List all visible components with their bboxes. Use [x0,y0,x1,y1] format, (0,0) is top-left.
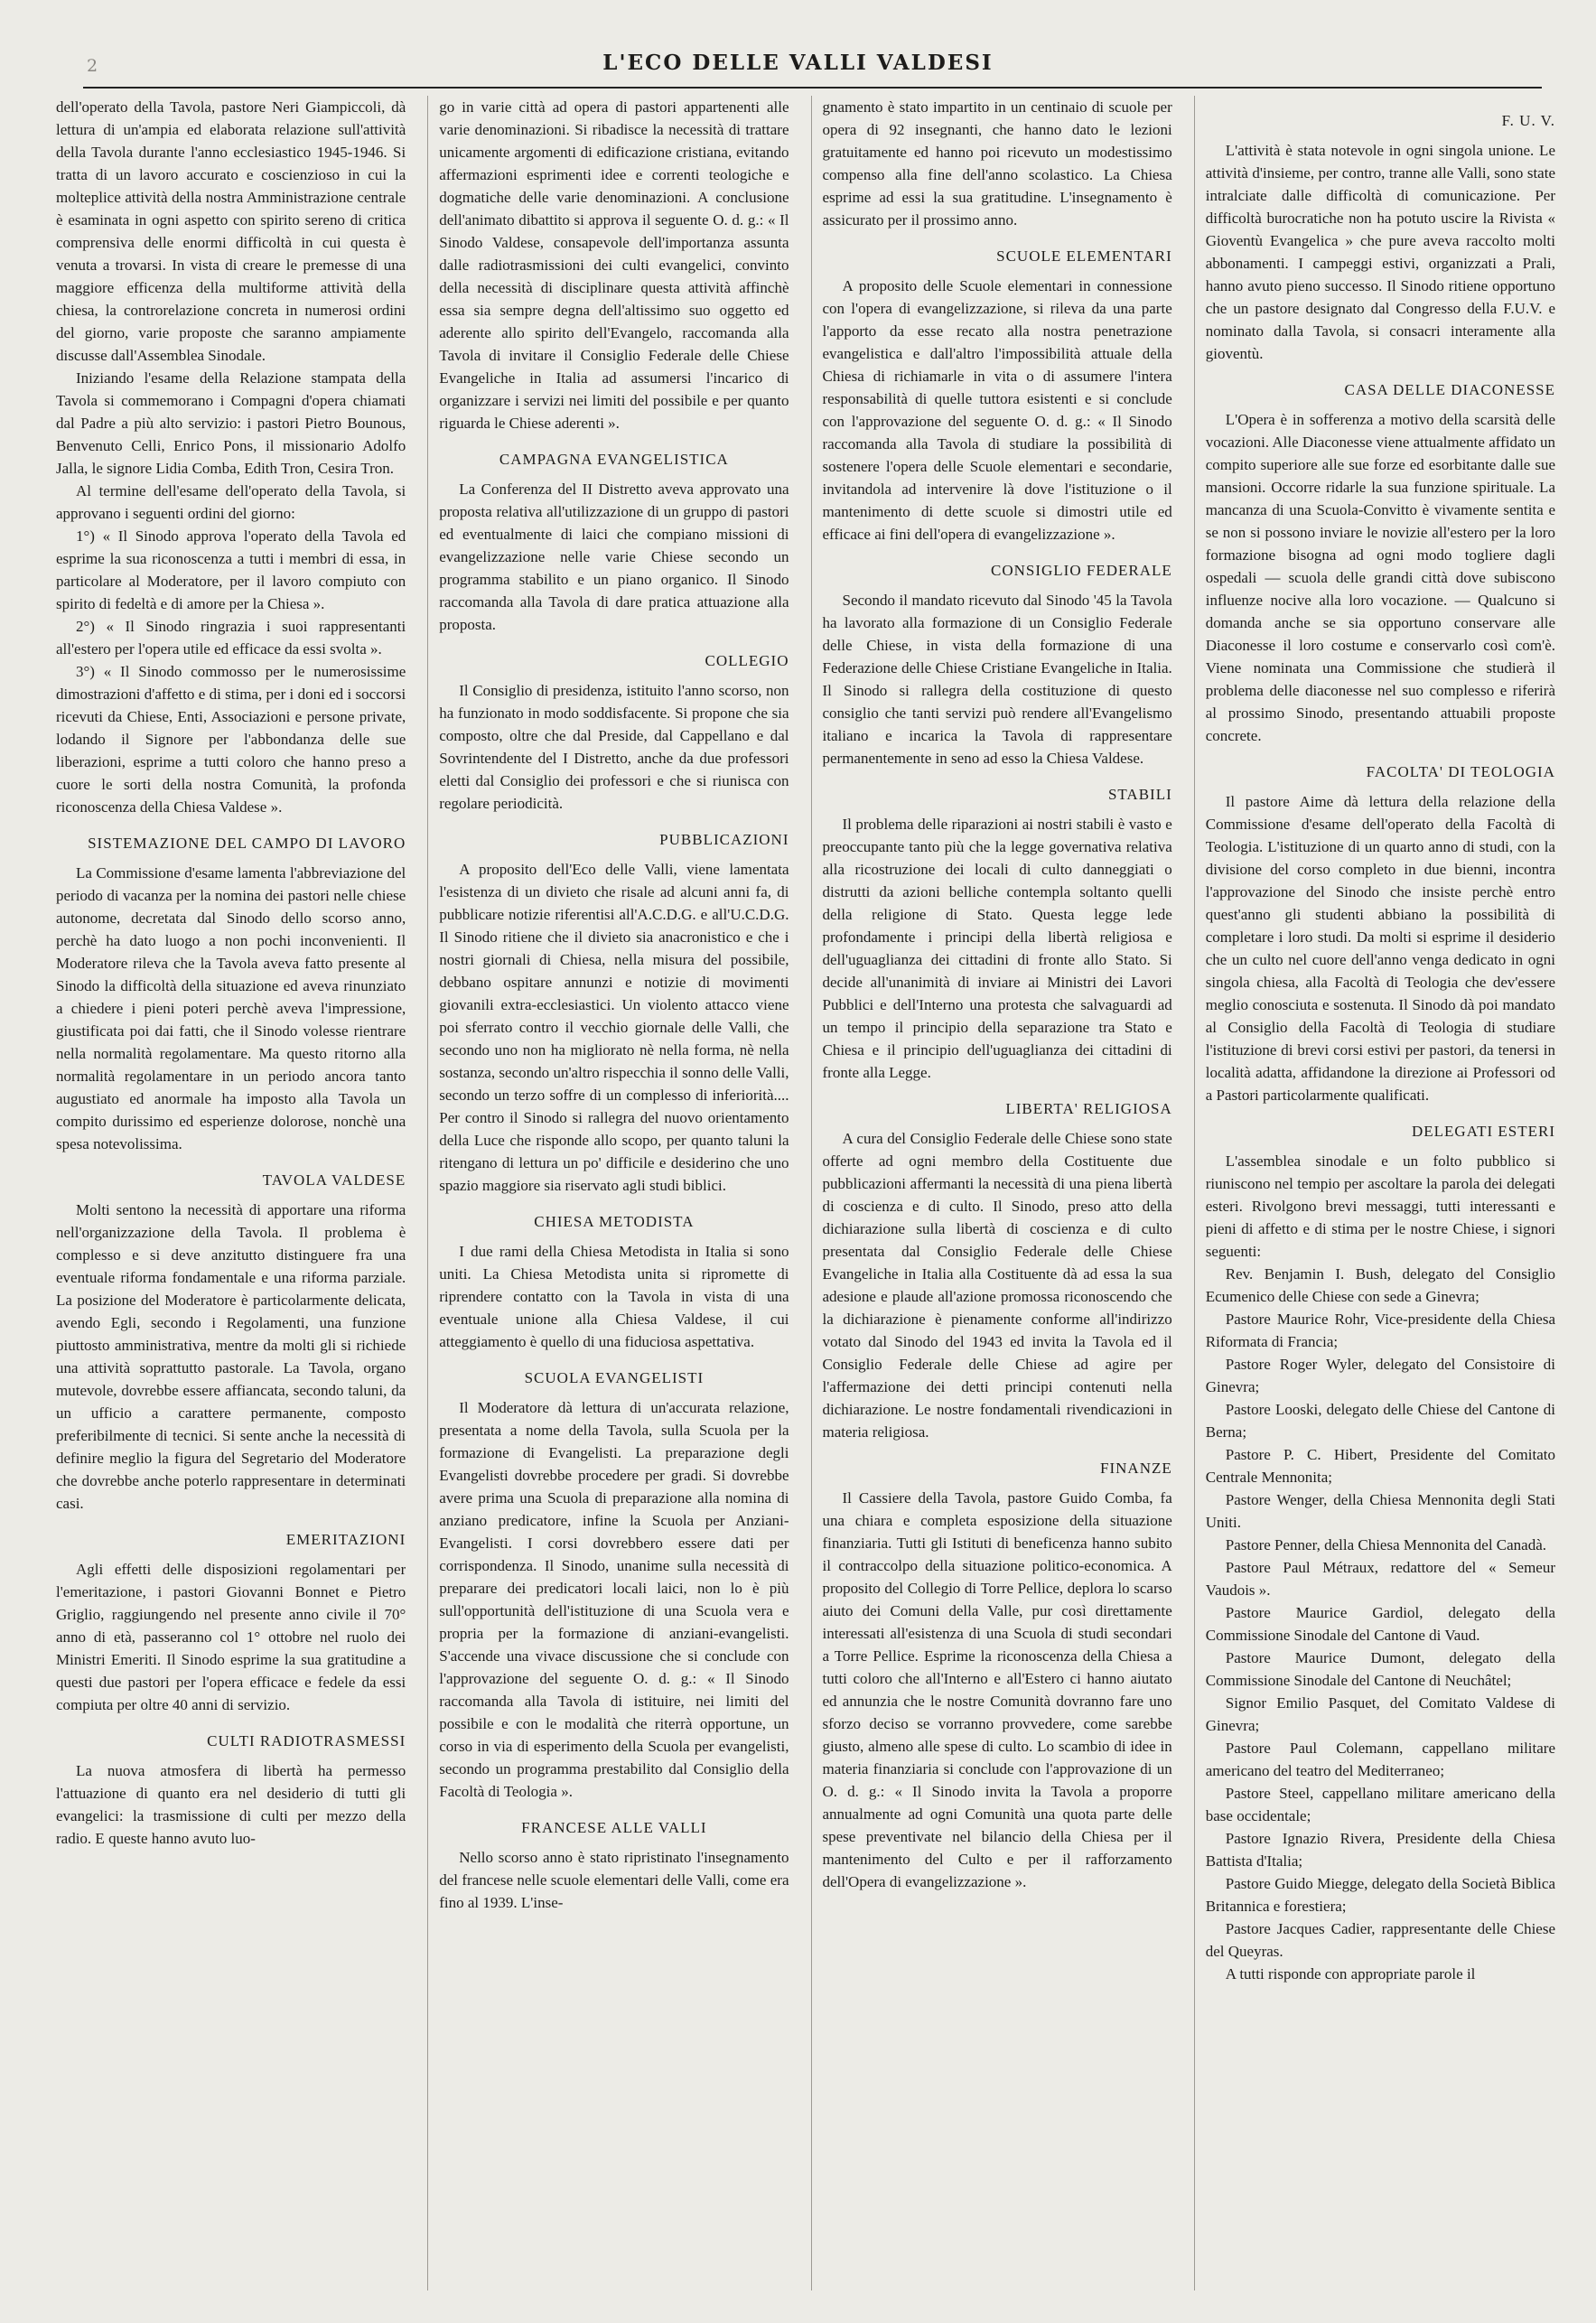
section-heading: SCUOLE ELEMENTARI [996,247,1172,265]
section-heading: SCUOLA EVANGELISTI [524,1369,705,1386]
paragraph: La nuova atmosfera di libertà ha permesso l'attuazione di quanto era nel desiderio di tutti gli evangelici: la trasmissione di culti per mezzo della radio. E queste hanno avuto luo- [56,1762,406,1847]
paragraph: Pastore Paul Métraux, redattore del « Semeur Vaudois ». [1205,1559,1555,1599]
section-heading: SISTEMAZIONE DEL CAMPO DI LAVORO [88,835,406,852]
paragraph: dell'operato della Tavola, pastore Neri Giampiccoli, dà lettura di un'ampia ed elaborata relazione sull'attività della Tavola durante l'anno ecclesiastico 1945-1946. Si tratta di un lavoro accurato e coscienzioso in cui la molteplice attività della nostra Amministrazione centrale è esaminata in ogni aspetto con spirito sereno di critica comprensiva delle enormi difficoltà in cui questa è venuta a trovarsi. In vista di creare le premesse di una maggiore efficenza della multiforme attività della chiesa, la controrelazione concreta in numerosi ordini del giorno, varie proposte che saranno ampiamente discusse dall'Assemblea Sinodale. [56,98,406,364]
paragraph: La Conferenza del II Distretto aveva approvato una proposta relativa all'utilizzazione di un gruppo di pastori ed eventualmente di laici che compiano missioni di evangelizzazione nelle varie Chiese secondo un programma stabilito e un piano organico. Il Sinodo raccomanda alla Tavola di dare pratica attuazione alla proposta. [439,480,789,633]
paragraph: Nello scorso anno è stato ripristinato l'insegnamento del francese nelle scuole elementari delle Valli, come era fino al 1939. L'inse- [439,1849,789,1911]
section-heading: F. U. V. [1501,112,1555,129]
paragraph: Agli effetti delle disposizioni regolamentari per l'emeritazione, i pastori Giovanni Bonnet e Pietro Griglio, raggiungendo nel presente anno civile il 70° anno di età, passeranno col 1° ottobre nel ruolo dei Ministri Emeriti. Il Sinodo esprime la sua gratitudine a questi due pastori per l'opera efficace e fedele da essi compiuta per oltre 40 anni di servizio. [56,1561,406,1713]
paragraph: L'Opera è in sofferenza a motivo della scarsità delle vocazioni. Alle Diaconesse viene attualmente affidato un compito superiore alle sue forze ed esorbitante dalle sue mansioni. Occorre ridarle la sua funzione spirituale. La mancanza di una Scuola-Convitto è vivamente sentita e se non si possono inviare le novizie all'estero per la loro formazione bisogna ad ogni modo togliere dagli ospedali — scuola delle grandi città dove subiscono influenze nocive alla loro vocazione. — Qualcuno si domanda anche se sia opportuno conservare alle Diaconesse il loro costume e conservarlo così com'è. Viene nominata una Commissione che studierà il problema delle diaconesse nel suo complesso e riferirà al prossimo Sinodo, presentando attuabili proposte concrete. [1205,411,1555,744]
page-number: 2 [87,56,98,76]
paragraph: Pastore Penner, della Chiesa Mennonita del Canadà. [1225,1536,1547,1553]
paragraph: A cura del Consiglio Federale delle Chiese sono state offerte ad ogni membro della Costituente due pubblicazioni affermanti la necessità di una piena libertà di coscienza e di culto. Il Sinodo, preso atto della dichiarazione sulla libertà di coscienza e di culto presentata dal Consiglio Federale delle Chiese Evangeliche in Italia alla Costituente dà ad essa la sua adesione e plaude all'azione promossa riconoscendo che la dichiarazione è pienamente conforme all'indirizzo votato dal Sinodo del 1943 ed invita la Tavola ed il Consiglio Federale delle Chiese ad agire per l'affermazione dei detti principi contenuti nella dichiarazione. Le nostre fondamentali rivendicazioni in materia religiosa. [822,1130,1172,1441]
paragraph: Pastore Maurice Dumont, delegato della Commissione Sinodale del Cantone di Neuchâtel; [1205,1649,1555,1689]
paragraph: A tutti risponde con appropriate parole il [1225,1965,1476,1982]
paragraph: Secondo il mandato ricevuto dal Sinodo '45 la Tavola ha lavorato alla formazione di un Consiglio Federale delle Chiese, in vista della formazione di una Federazione delle Chiese Cristiane Evangeliche in Italia. Il Sinodo si rallegra della costituzione di questo consiglio che tanti servizi può rendere all'Evangelismo italiano e incarica la Tavola di rappresentare permanentemente in seno ad esso la Chiesa Valdese. [822,592,1172,767]
section-heading: FRANCESE ALLE VALLI [521,1819,707,1836]
paragraph: A proposito delle Scuole elementari in connessione con l'opera di evangelizzazione, si rileva da una parte l'apporto da esse recato alla nostra penetrazione evangelistica e dall'altro l'impossibilità attuale della Chiesa di richiamarle in vita o di assumere l'intera responsabilità di quelle tuttora esistenti e si conclude con l'approvazione del seguente O. d. g.: « Il Sinodo raccomanda alla Tavola di studiare la possibilità di sostenere l'opera delle Scuole elementari e secondarie, invitandola ad intervenire là dove l'istituzione o il mantenimento di dette scuole si dimostri utile ed efficace ai fini dell'opera di evangelizzazione ». [822,277,1172,543]
paragraph: Pastore Looski, delegato delle Chiese del Cantone di Berna; [1205,1401,1555,1441]
paragraph: Il pastore Aime dà lettura della relazione della Commissione d'esame dell'operato della Facoltà di Teologia. L'istituzione di un quarto anno di studi, con la divisione del corso completo in due bienni, incontra l'approvazione del Sinodo che insiste perchè entro quest'anno gli studenti abbiano la possibilità di completare i loro studi. Da molti si esprime il desiderio che un culto nel cuore dell'anno venga dedicato in ogni singola chiesa, alla Facoltà di Teologia che dev'essere meglio conosciuta e sostenuta. Il Sinodo dà poi mandato al Consiglio della Facoltà di Teologia di studiare l'istituzione di brevi corsi estivi per pastori, da tenersi in località adatta, affidandone la direzione ai Professori od a Pastori particolarmente qualificati. [1205,793,1555,1104]
section-heading: CASA DELLE DIACONESSE [1344,381,1555,398]
paragraph: Al termine dell'esame dell'operato della Tavola, si approvano i seguenti ordini del giorno: [56,482,406,522]
section-heading: COLLEGIO [705,652,789,669]
paragraph: La Commissione d'esame lamenta l'abbreviazione del periodo di vacanza per la nomina dei pastori nelle chiese autonome, decretata dal Sinodo dello scorso anno, perchè ha dato luogo a non pochi inconvenienti. Il Moderatore rileva che la Tavola aveva fatto presente al Sinodo la difficoltà della situazione ed aveva rinunziato a chiedere i pieni poteri perchè aveva l'impressione, giustificata poi dai fatti, che il Sinodo volesse rientrare nella normalità regolamentare. Ma questo ritorno alla normalità regolamentare in un periodo ancora tanto augustiato ed anormale ha imposto alla Tavola un compito durissimo ed esperienze dolorose, nonchè una spesa notevolissima. [56,864,406,1152]
masthead-rule [83,87,1542,89]
section-heading: LIBERTA' RELIGIOSA [1005,1100,1172,1117]
paragraph: gnamento è stato impartito in un centinaio di scuole per opera di 92 insegnanti, che hanno dato le lezioni gratuitamente ed hanno poi ricevuto un modestissimo compenso alla fine dell'anno scolastico. La Chiesa esprime ad essi la sua gratitudine. L'insegnamento è assicurato per il prossimo anno. [822,98,1172,229]
paragraph: Pastore Steel, cappellano militare americano della base occidentale; [1205,1785,1555,1824]
paragraph: go in varie città ad opera di pastori appartenenti alle varie denominazioni. Si ribadisce la necessità di trattare unicamente argomenti di edificazione cristiana, evitando affermazioni esprimenti idee e correnti teologiche e dogmatiche delle varie denominazioni. A conclusione dell'animato dibattito si approva il seguente O. d. g.: « Il Sinodo Valdese, consapevole dell'importanza assunta dalle radiotrasmissioni dei culti evangelici, convinto della necessità di disciplinare questa attività affinchè essa sia sempre degna dell'altissimo suo oggetto ed aderente allo spirito dell'Evangelo, raccomanda alla Tavola di invitare il Consiglio Federale delle Chiese Evangeliche in Italia ad assumersi l'incarico di organizzare i servizi nei limiti del possibile e per quanto riguarda le Chiese aderenti ». [439,98,789,432]
paragraph: 2°) « Il Sinodo ringrazia i suoi rappresentanti all'estero per l'opera utile ed efficace da essi svolta ». [56,618,406,658]
section-heading: DELEGATI ESTERI [1411,1123,1555,1140]
paragraph: Il problema delle riparazioni ai nostri stabili è vasto e preoccupante tanto più che la legge governativa relativa alla ricostruzione dei locali di culto danneggiati o distrutti da azioni belliche contempla soltanto quelli della religione di Stato. Questa legge lede profondamente i principi della libertà religiosa e dell'uguaglianza dei cittadini di fronte allo Stato. Si decide all'unanimità di inviare ai Ministri dei Lavori Pubblici e dell'Interno una protesta che salvaguardi ad un tempo il principio della separazione tra Stato e Chiesa e il principio dell'uguaglianza dei cittadini di fronte alla Legge. [822,816,1172,1081]
paragraph: Pastore Maurice Rohr, Vice-presidente della Chiesa Riformata di Francia; [1205,1311,1555,1350]
paragraph: A proposito dell'Eco delle Valli, viene lamentata l'esistenza di un divieto che risale ad alcuni anni fa, di pubblicare notizie riferentisi all'A.C.D.G. e all'U.C.D.G. Il Sinodo ritiene che il divieto sia anacronistico e che i nostri giornali di Chiesa, nella misura del possibile, debbano ospitare annunzi e notizie di movimenti giovanili extra-ecclesiastici. Un violento attacco viene poi sferrato contro il vecchio giornale delle Valli, che secondo uno non ha migliorato nè nella forma, nè nella sostanza, secondo un'altro rispecchia il sonno delle Valli, secondo un terzo soffre di un complesso di inferiorità.... Per contro il Sinodo si rallegra del nuovo orientamento della Luce che risponde allo scopo, per quanto taluni la ritengano di lettura un po' difficile e desiderino che uno spazio maggiore sia riservato agli studi biblici. [439,861,789,1194]
section-heading: CAMPAGNA EVANGELISTICA [499,451,729,468]
paragraph: Pastore Roger Wyler, delegato del Consistoire di Ginevra; [1205,1356,1555,1395]
section-heading: PUBBLICAZIONI [659,831,789,848]
section-heading: CONSIGLIO FEDERALE [991,562,1172,579]
column-3 [811,96,1172,2290]
section-heading: STABILI [1107,786,1172,803]
paragraph: Pastore P. C. Hibert, Presidente del Comitato Centrale Mennonita; [1205,1446,1555,1486]
paragraph: Pastore Wenger, della Chiesa Mennonita degli Stati Uniti. [1205,1491,1555,1531]
paragraph: Il Cassiere della Tavola, pastore Guido Comba, fa una chiara e completa esposizione della situazione finanziaria. Tutti gli Istituti di beneficenza hanno subito il contraccolpo della situazione politico-economica. A proposito del Collegio di Torre Pellice, deplora lo scarso aiuto dei Comuni della Valle, pur così direttamente interessati all'esistenza di una Scuola di studi secondari a Torre Pellice. Esprime la riconoscenza della Chiesa a tutti coloro che all'Interno e all'Estero ci hanno aiutato ed annunzia che le nostre Comunità dovranno fare uno sforzo deciso se vorranno provvedere, come sarebbe giusto, almeno alle spese di culto. Lo scambio di idee in materia finanziaria si conclude con l'approvazione di un O. d. g.: « Il Sinodo invita la Tavola a proporre annualmente ad ogni Comunità una quota parte delle spese preventivate nel bilancio della Chiesa per il mantenimento del Culto e per il rafforzamento dell'Opera di evangelizzazione ». [822,1489,1172,1890]
section-heading: EMERITAZIONI [285,1531,406,1548]
section-heading: FINANZE [1100,1460,1172,1477]
paragraph: Iniziando l'esame della Relazione stampata della Tavola si commemorano i Compagni d'opera chiamati dal Padre a più alto servizio: i pastori Pietro Bounous, Benvenuto Celli, Enrico Pons, il missionario Adolfo Jalla, le signore Lidia Comba, Edith Tron, Cesira Tron. [56,369,406,477]
column-4 [1194,96,1555,2290]
paragraph: Il Moderatore dà lettura di un'accurata relazione, presentata a nome della Tavola, sulla Scuola per la formazione di Evangelisti. La preparazione degli Evangelisti dovrebbe procedere per gradi. Si dovrebbe avere prima una Scuola di preparazione alla nomina di anziano predicatore, infine la Scuola per Anziani-Evangelisti. I corsi dovrebbero essere dati per corrispondenza. Il Sinodo, unanime sulla necessità di preparare dei predicatori locali laici, non lo è più sull'opportunità dell'istituzione di una Scuola vera e propria per la formazione di anziani-evangelisti. S'accende una vivace discussione che si conclude con l'approvazione del seguente O. d. g.: « Il Sinodo raccomanda alla Tavola di istituire, nei limiti del possibile e con le modalità che riterrà opportune, un corso in via di esperimento della Scuola per evangelisti, secondo un programma prestabilito dal Consiglio della Facoltà di Teologia ». [439,1399,789,1800]
paragraph: I due rami della Chiesa Metodista in Italia si sono uniti. La Chiesa Metodista unita si ripromette di riprendere contatto con la Tavola in vista di una eventuale unione alla Chiesa Valdese, il cui atteggiamento è quello di una fiduciosa aspettativa. [439,1243,789,1350]
paragraph: Pastore Jacques Cadier, rappresentante delle Chiese del Queyras. [1205,1920,1555,1960]
paragraph: Pastore Paul Colemann, cappellano militare americano del teatro del Mediterraneo; [1205,1740,1555,1779]
column-2 [427,96,789,2290]
article-columns [56,96,1555,2290]
paragraph: 3°) « Il Sinodo commosso per le numerosissime dimostrazioni d'affetto e di stima, per i doni ed i soccorsi ricevuti da Chiese, Enti, Associazioni e persone private, lodando il Signore per l'abbondanza delle sue liberazioni, esprime a tutti coloro che hanno preso a cuore le sorti della nostra Comunità, la profonda riconoscenza della Chiesa Valdese ». [56,663,406,816]
paragraph: L'assemblea sinodale e un folto pubblico si riuniscono nel tempio per ascoltare la parola dei delegati esteri. Rivolgono brevi messaggi, tutti interessanti e pieni di affetto e di stima per le nostre Chiese, i signori seguenti: [1205,1152,1555,1260]
paragraph: L'attività è stata notevole in ogni singola unione. Le attività d'insieme, per contro, tranne alle Valli, sono state intralciate dalle difficoltà di comunicazione. Per difficoltà burocratiche non ha potuto uscire la Rivista « Gioventù Evangelica » che pure aveva raccolto molti abbonamenti. I campeggi estivi, organizzati a Prali, hanno avuto pieno successo. Il Sinodo ritiene opportuno che un pastore designato dal Congresso della F.U.V. e nominato dalla Tavola, si consacri interamente alla gioventù. [1205,142,1555,362]
paragraph: Rev. Benjamin I. Bush, delegato del Consiglio Ecumenico delle Chiese con sede a Ginevra; [1205,1265,1555,1305]
paragraph: Pastore Ignazio Rivera, Presidente della Chiesa Battista d'Italia; [1205,1830,1555,1870]
section-heading: TAVOLA VALDESE [262,1171,406,1189]
paragraph: Il Consiglio di presidenza, istituito l'anno scorso, non ha funzionato in modo soddisfacente. Si propone che sia composto, oltre che dal Preside, dal Cappellano e dal Sovrintendente del I Distretto, anche da due professori eletti dal Consiglio dei professori e che si riunisca con regolare periodicità. [439,682,789,812]
paragraph: Signor Emilio Pasquet, del Comitato Valdese di Ginevra; [1205,1694,1555,1734]
section-heading: CULTI RADIOTRASMESSI [207,1732,406,1749]
paragraph: 1°) « Il Sinodo approva l'operato della Tavola ed esprime la sua riconoscenza a tutti i membri di essa, in particolare al Moderatore, per il lavoro compiuto con spirito di fedeltà e di amore per la Chiesa ». [56,527,406,612]
section-heading: FACOLTA' DI TEOLOGIA [1366,763,1555,780]
masthead-title: L'ECO DELLE VALLI VALDESI [602,51,994,75]
section-heading: CHIESA METODISTA [534,1213,695,1230]
paragraph: Molti sentono la necessità di apportare una riforma nell'organizzazione della Tavola. Il problema è complesso e si deve anzitutto distinguere fra una eventuale riforma fondamentale e una riforma parziale. La posizione del Moderatore è particolarmente delicata, avendo Egli, secondo i Regolamenti, una funzione piuttosto amministrativa, mentre da molti gli si richiede una attività soprattutto pastorale. La Tavola, organo mutevole, dovrebbe essere affiancata, secondo taluni, da un ufficio a carattere permanente, composto preferibilmente di tecnici. Si sente anche la necessità di definire meglio la figura del Segretario del Moderatore che dovrebbe anche poterlo rappresentare in determinati casi. [56,1201,406,1512]
column-1 [56,96,406,2290]
paragraph: Pastore Guido Miegge, delegato della Società Biblica Britannica e forestiera; [1205,1875,1555,1915]
paragraph: Pastore Maurice Gardiol, delegato della Commissione Sinodale del Cantone di Vaud. [1205,1604,1555,1644]
